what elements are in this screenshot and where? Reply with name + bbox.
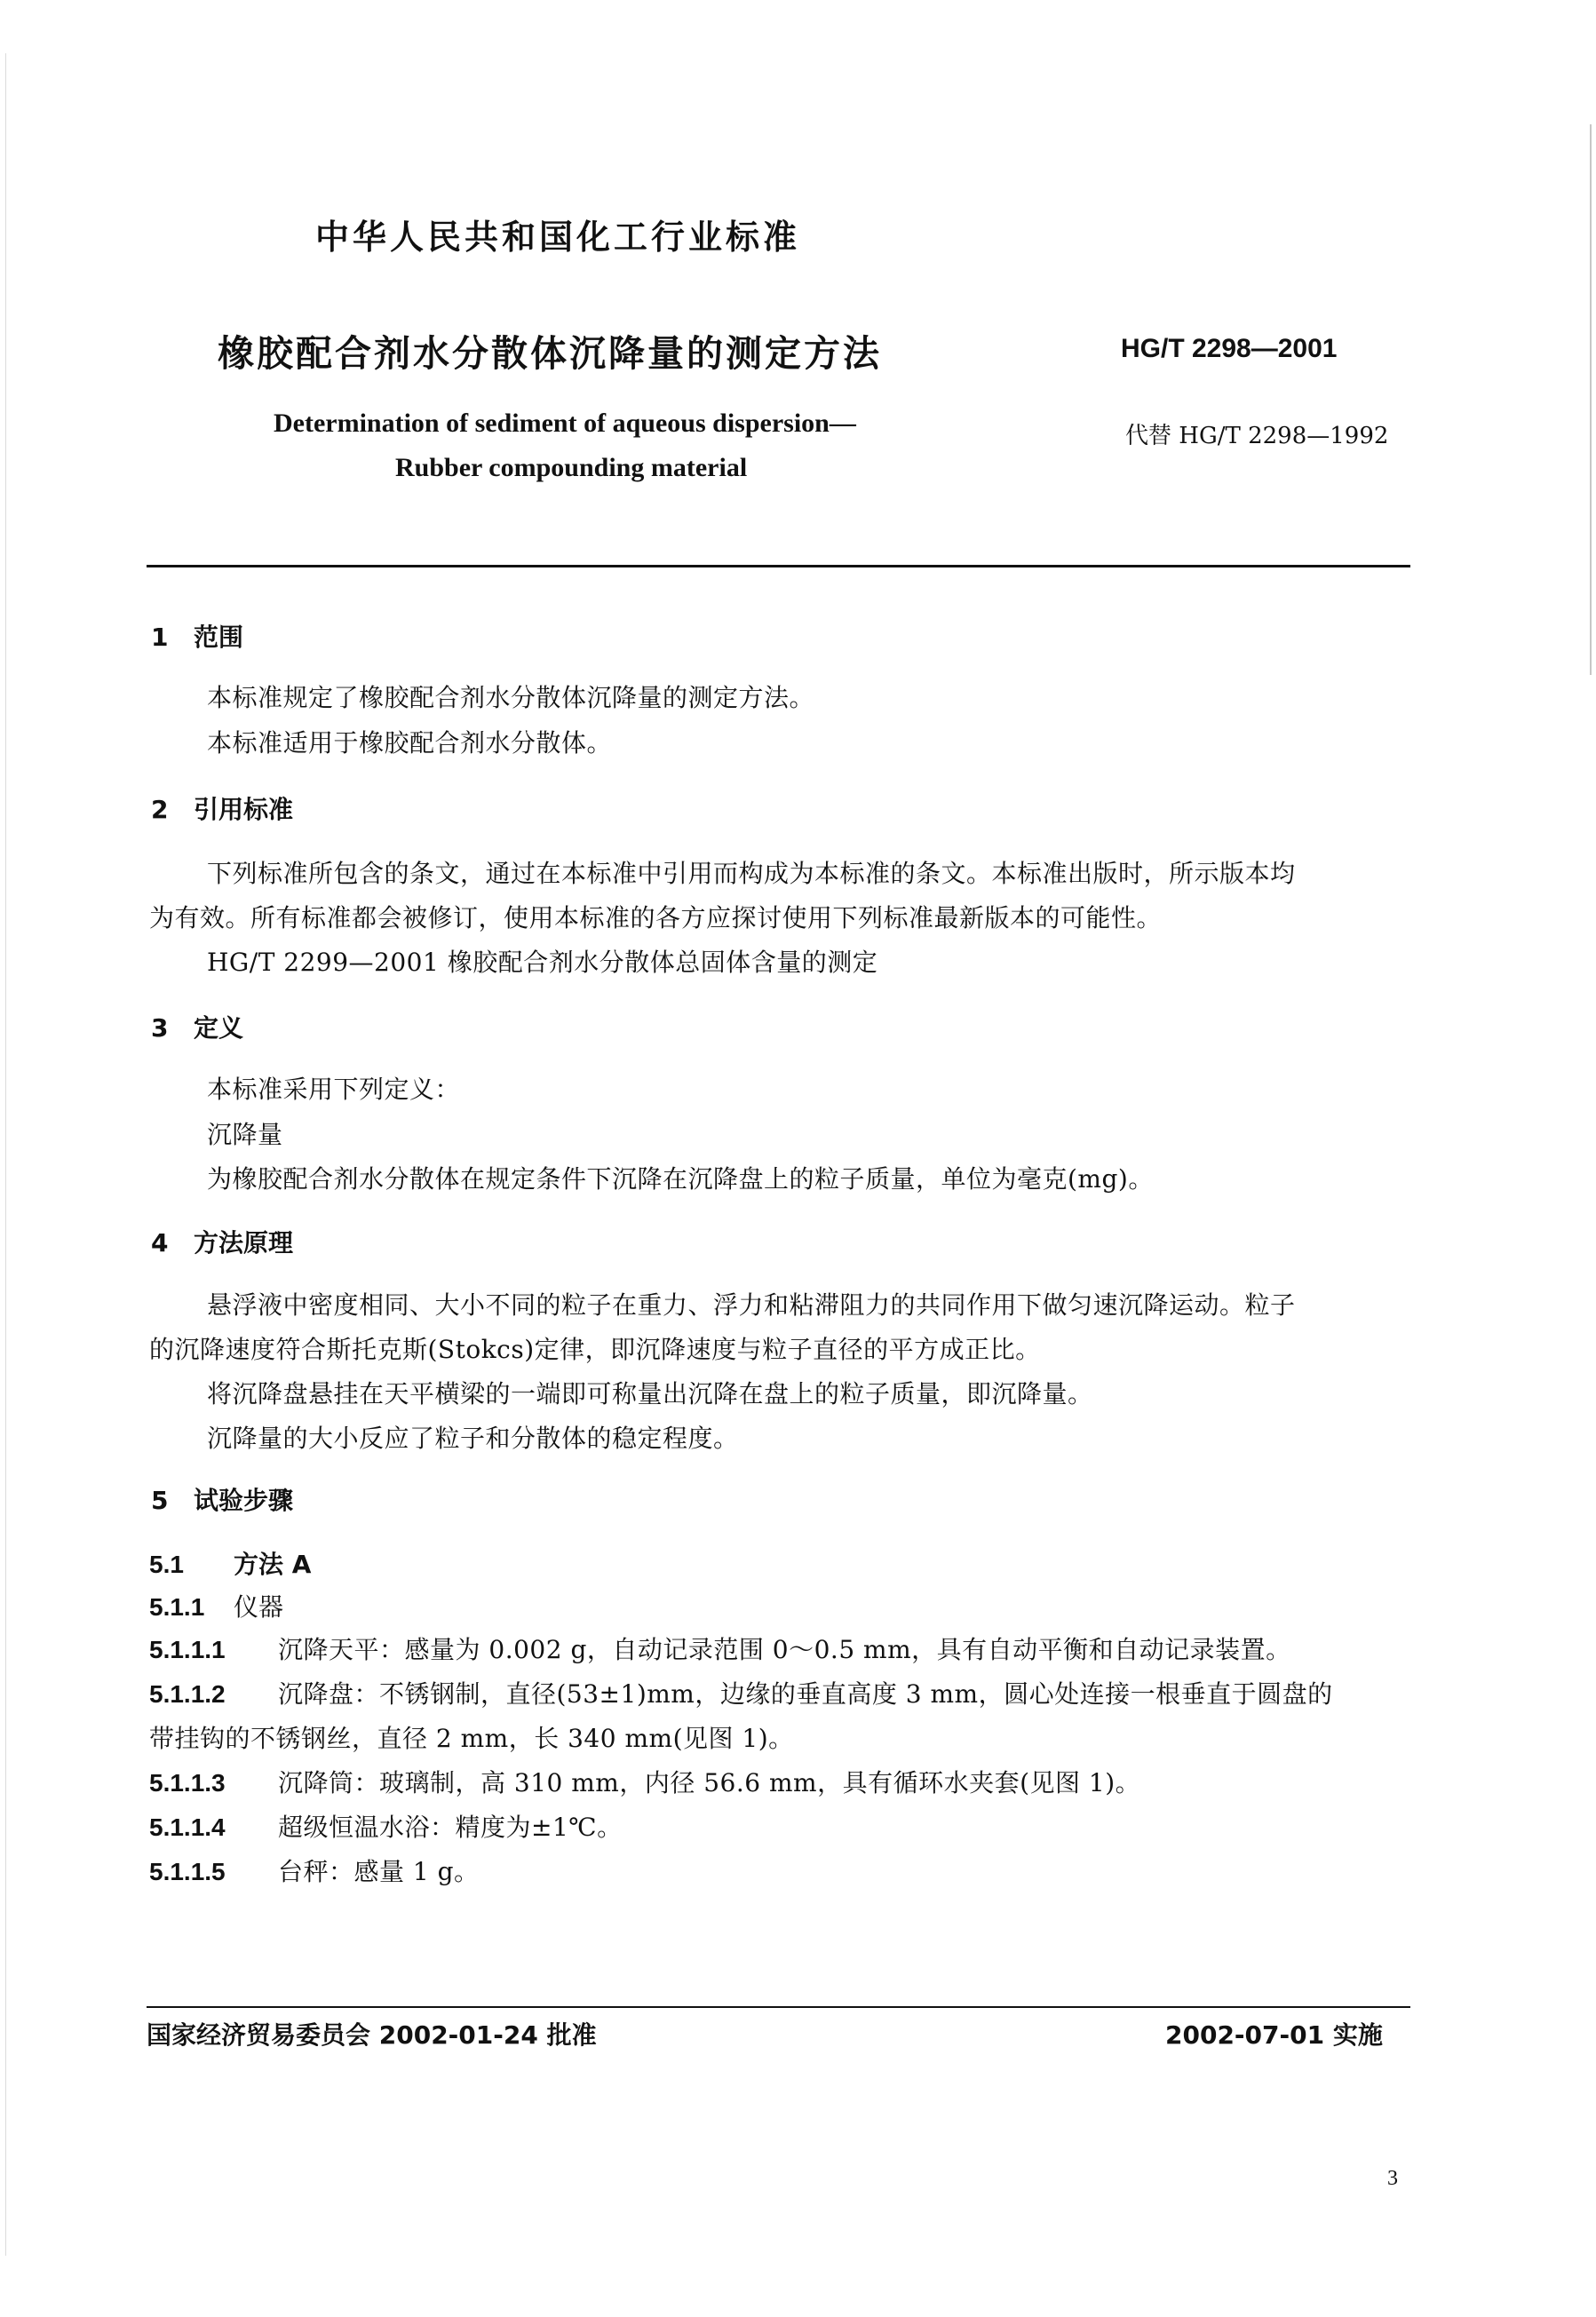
clause-5-1-1-2 — [149, 1675, 1333, 1710]
clause-number: 5.1.1.1 — [149, 1636, 226, 1663]
clause-text: 沉降天平：感量为 0.002 g，自动记录范围 0～0.5 mm，具有自动平衡和自动记录装置。 — [278, 1635, 1291, 1664]
section-heading-3 — [151, 1009, 243, 1044]
clause-text: 台秤：感量 1 g。 — [278, 1857, 480, 1886]
section-title: 范围 — [194, 623, 244, 652]
section-heading-1 — [151, 618, 243, 654]
scan-edge-left — [5, 53, 6, 2256]
clause-number: 5.1.1.4 — [149, 1813, 226, 1841]
document-title-en-line2: Rubber compounding material — [395, 453, 748, 482]
section-title: 定义 — [194, 1013, 244, 1043]
section-1-paragraph-1: 本标准规定了橡胶配合剂水分散体沉降量的测定方法。 — [207, 683, 815, 712]
section-title: 引用标准 — [194, 795, 294, 824]
effective-date: 2002-07-01 实施 — [1165, 2020, 1383, 2050]
clause-5-1-1-3 — [149, 1764, 1140, 1799]
header-divider — [147, 565, 1410, 567]
section-4-paragraph-3: 沉降量的大小反应了粒子和分散体的稳定程度。 — [207, 1424, 739, 1453]
document-title-en-line1: Determination of sediment of aqueous dispersion— — [274, 409, 856, 438]
section-4-paragraph-line1: 悬浮液中密度相同、大小不同的粒子在重力、浮力和粘滞阻力的共同作用下做匀速沉降运动。粒子 — [207, 1290, 1296, 1320]
section-number: 5 — [151, 1486, 169, 1515]
clause-5-1-1 — [149, 1588, 283, 1623]
clause-title: 方法 A — [234, 1550, 312, 1579]
definition-term: 沉降量 — [207, 1120, 283, 1149]
section-2-paragraph-line2: 为有效。所有标准都会被修订，使用本标准的各方应探讨使用下列标准最新版本的可能性。 — [149, 903, 1163, 932]
section-number: 1 — [151, 623, 169, 652]
clause-number: 5.1.1 — [149, 1593, 205, 1621]
section-number: 4 — [151, 1228, 169, 1258]
section-heading-4 — [151, 1224, 293, 1259]
section-4-paragraph-line2: 的沉降速度符合斯托克斯(Stokcs)定律，即沉降速度与粒子直径的平方成正比。 — [149, 1335, 1041, 1364]
clause-5-1-1-5 — [149, 1853, 480, 1888]
clause-text: 沉降盘：不锈钢制，直径(53±1)mm，边缘的垂直高度 3 mm，圆心处连接一根垂直于圆盘的 — [278, 1679, 1333, 1709]
clause-title: 仪器 — [234, 1592, 284, 1622]
clause-text: 沉降筒：玻璃制，高 310 mm，内径 56.6 mm，具有循环水夹套(见图 1)。 — [278, 1768, 1141, 1797]
referenced-standard: HG/T 2299—2001 橡胶配合剂水分散体总固体含量的测定 — [207, 948, 878, 977]
definition-text: 为橡胶配合剂水分散体在规定条件下沉降在沉降盘上的粒子质量，单位为毫克(mg)。 — [207, 1164, 1154, 1194]
approval-note: 国家经济贸易委员会 2002-01-24 批准 — [147, 2020, 597, 2050]
section-heading-5 — [151, 1481, 293, 1517]
clause-number: 5.1 — [149, 1551, 184, 1578]
section-title: 试验步骤 — [194, 1486, 294, 1515]
scan-edge-right — [1590, 124, 1592, 675]
clause-5-1-1-4 — [149, 1808, 623, 1844]
standard-code: HG/T 2298—2001 — [1121, 334, 1338, 363]
clause-5-1-1-2-continuation: 带挂钩的不锈钢丝，直径 2 mm，长 340 mm(见图 1)。 — [149, 1724, 794, 1753]
section-3-paragraph-1: 本标准采用下列定义： — [207, 1075, 461, 1104]
section-2-paragraph-line1: 下列标准所包含的条文，通过在本标准中引用而构成为本标准的条文。本标准出版时，所示版本均 — [207, 859, 1296, 888]
clause-text: 超级恒温水浴：精度为±1℃。 — [278, 1813, 623, 1842]
replaces-standard: 代替 HG/T 2298—1992 — [1125, 423, 1389, 449]
section-number: 3 — [151, 1013, 169, 1043]
section-4-paragraph-2: 将沉降盘悬挂在天平横梁的一端即可称量出沉降在盘上的粒子质量，即沉降量。 — [207, 1379, 1093, 1408]
section-title: 方法原理 — [194, 1228, 294, 1258]
standard-authority: 中华人民共和国化工行业标准 — [315, 218, 801, 257]
clause-number: 5.1.1.5 — [149, 1858, 226, 1885]
footer-divider — [147, 2006, 1410, 2008]
section-number: 2 — [151, 795, 169, 824]
section-1-paragraph-2: 本标准适用于橡胶配合剂水分散体。 — [207, 728, 613, 758]
section-heading-2 — [151, 790, 293, 826]
clause-number: 5.1.1.3 — [149, 1769, 226, 1797]
clause-number: 5.1.1.2 — [149, 1680, 226, 1708]
clause-5-1 — [149, 1545, 311, 1581]
clause-5-1-1-1 — [149, 1631, 1291, 1666]
page-number: 3 — [1387, 2167, 1398, 2190]
document-title-cn: 橡胶配合剂水分散体沉降量的测定方法 — [218, 332, 882, 375]
